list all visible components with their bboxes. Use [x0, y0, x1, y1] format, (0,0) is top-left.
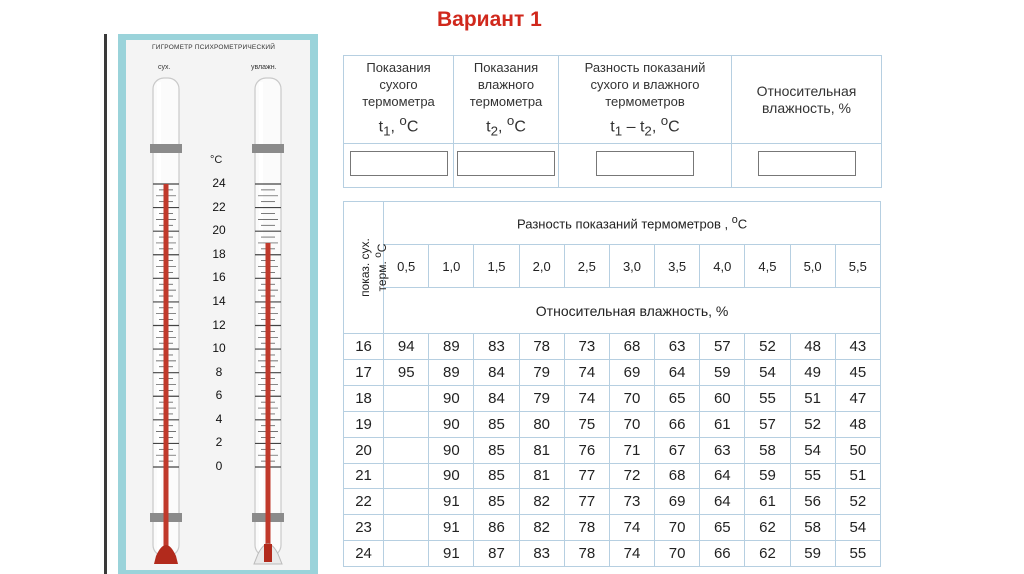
psychrometric-hygrometer: [118, 34, 318, 574]
humidity-cell: 74: [564, 385, 609, 411]
humidity-cell: 89: [429, 360, 474, 386]
wet-thermometer-header-text: Показания влажного термометра: [469, 60, 543, 110]
left-divider: [104, 34, 107, 574]
humidity-cell: 66: [655, 411, 700, 437]
humidity-cell: 89: [429, 334, 474, 360]
scale-unit: °C: [210, 154, 223, 166]
humidity-header: Относительная влажность, %: [384, 288, 881, 334]
humidity-cell: 64: [655, 360, 700, 386]
humidity-cell: [384, 515, 429, 541]
humidity-cell: 52: [745, 334, 790, 360]
humidity-cell: 62: [745, 515, 790, 541]
humidity-cell: 85: [474, 463, 519, 489]
humidity-cell: 43: [835, 334, 880, 360]
humidity-cell: 55: [745, 385, 790, 411]
table-row: [344, 437, 881, 463]
humidity-cell: 74: [609, 515, 654, 541]
humidity-cell: 90: [429, 411, 474, 437]
scale-number: 12: [212, 317, 226, 332]
humidity-cell: 77: [564, 463, 609, 489]
humidity-cell: 94: [384, 334, 429, 360]
humidity-cell: 78: [519, 334, 564, 360]
difference-value: 5,0: [790, 245, 835, 288]
table-row: [344, 411, 881, 437]
scale-number: 2: [215, 435, 223, 450]
scale-number: 18: [212, 246, 226, 261]
dry-mercury-column: [164, 184, 169, 559]
humidity-cell: 74: [564, 360, 609, 386]
humidity-cell: 83: [519, 541, 564, 567]
humidity-cell: 52: [835, 489, 880, 515]
dry-temperature-cell: 17: [344, 360, 384, 386]
dry-temperature-cell: 23: [344, 515, 384, 541]
humidity-cell: 91: [429, 541, 474, 567]
humidity-cell: 70: [655, 515, 700, 541]
humidity-cell: 78: [564, 515, 609, 541]
relative-humidity-table: [343, 201, 881, 567]
humidity-cell: 59: [745, 463, 790, 489]
table-row: [344, 463, 881, 489]
table-row: [344, 489, 881, 515]
relative-humidity-input[interactable]: [758, 151, 856, 176]
humidity-cell: 54: [790, 437, 835, 463]
humidity-cell: 90: [429, 385, 474, 411]
humidity-cell: 63: [700, 437, 745, 463]
dry-temperature-cell: 24: [344, 541, 384, 567]
humidity-cell: [384, 437, 429, 463]
difference-value: 5,5: [835, 245, 880, 288]
humidity-cell: 57: [700, 334, 745, 360]
t2-symbol: $t_2$, $^o$C: [486, 113, 526, 139]
measurement-input-table: [343, 55, 882, 188]
humidity-cell: 64: [700, 489, 745, 515]
wet-temperature-input[interactable]: [457, 151, 555, 176]
difference-symbol: $t_1 - t_2$, $^o$C: [610, 113, 680, 139]
scale-number: 0: [215, 459, 223, 473]
humidity-cell: 54: [745, 360, 790, 386]
humidity-cell: 90: [429, 463, 474, 489]
humidity-cell: [384, 411, 429, 437]
humidity-cell: 47: [835, 385, 880, 411]
humidity-cell: [384, 385, 429, 411]
humidity-cell: 64: [700, 463, 745, 489]
humidity-cell: 57: [745, 411, 790, 437]
scale-number: 10: [212, 341, 226, 356]
humidity-cell: 56: [790, 489, 835, 515]
humidity-cell: 81: [519, 437, 564, 463]
humidity-cell: 74: [609, 541, 654, 567]
humidity-cell: [384, 463, 429, 489]
humidity-cell: 50: [835, 437, 880, 463]
humidity-cell: 48: [835, 411, 880, 437]
corner-header-text: показ. сух. терм. $^o$C: [357, 237, 389, 297]
humidity-cell: 90: [429, 437, 474, 463]
difference-values-row: [344, 245, 881, 288]
dry-temperature-cell: 19: [344, 411, 384, 437]
humidity-cell: 59: [700, 360, 745, 386]
humidity-cell: 70: [609, 385, 654, 411]
humidity-cell: 76: [564, 437, 609, 463]
difference-value: 3,0: [609, 245, 654, 288]
wet-thermometer-header: [454, 56, 559, 144]
humidity-cell: 81: [519, 463, 564, 489]
humidity-cell: 70: [655, 541, 700, 567]
table-row: [344, 360, 881, 386]
humidity-cell: 70: [609, 411, 654, 437]
humidity-cell: 73: [564, 334, 609, 360]
dry-thermometer-header: [344, 56, 454, 144]
dry-top-clamp: [150, 144, 182, 153]
dry-temperature-cell: 20: [344, 437, 384, 463]
table-row: [344, 334, 881, 360]
humidity-cell: 58: [745, 437, 790, 463]
difference-header-text: Разность показаний сухого и влажного термометров: [584, 60, 706, 110]
humidity-cell: 66: [700, 541, 745, 567]
humidity-cell: [384, 489, 429, 515]
humidity-cell: 79: [519, 385, 564, 411]
humidity-cell: 80: [519, 411, 564, 437]
difference-header: Разность показаний термометров , $^o$C: [384, 202, 881, 245]
humidity-cell: 84: [474, 385, 519, 411]
humidity-cell: 85: [474, 489, 519, 515]
humidity-cell: 52: [790, 411, 835, 437]
humidity-cell: 51: [835, 463, 880, 489]
wet-thermometer-label: увлажн.: [251, 64, 277, 71]
wet-bulb: [264, 544, 272, 562]
humidity-cell: 72: [609, 463, 654, 489]
humidity-cell: 51: [790, 385, 835, 411]
table-row: [344, 385, 881, 411]
difference-value: 4,5: [745, 245, 790, 288]
humidity-cell: 48: [790, 334, 835, 360]
difference-header: [559, 56, 732, 144]
difference-value: 2,0: [519, 245, 564, 288]
wet-top-clamp: [252, 144, 284, 153]
humidity-cell: 82: [519, 515, 564, 541]
input-row: [344, 144, 882, 188]
temperature-difference-input[interactable]: [596, 151, 694, 176]
scale-number: 20: [212, 223, 226, 238]
humidity-cell: 85: [474, 411, 519, 437]
dry-temperature-cell: 22: [344, 489, 384, 515]
difference-value: 2,5: [564, 245, 609, 288]
corner-header: [344, 202, 389, 334]
humidity-cell: 45: [835, 360, 880, 386]
difference-header-row: [344, 202, 881, 245]
humidity-cell: 85: [474, 437, 519, 463]
difference-value: 1,0: [429, 245, 474, 288]
humidity-cell: 75: [564, 411, 609, 437]
t1-symbol: $t_1$, $^o$C: [378, 113, 419, 139]
humidity-cell: 91: [429, 515, 474, 541]
scale-number: 24: [212, 176, 226, 190]
humidity-cell: 49: [790, 360, 835, 386]
scale-number: 6: [215, 388, 223, 403]
difference-value: 0,5: [384, 245, 429, 288]
humidity-cell: 73: [609, 489, 654, 515]
scale-number: 14: [212, 293, 226, 308]
humidity-cell: 95: [384, 360, 429, 386]
humidity-cell: 67: [655, 437, 700, 463]
scale-number: 16: [212, 270, 226, 285]
humidity-cell: 60: [700, 385, 745, 411]
humidity-table-body: [344, 334, 881, 567]
dry-temperature-cell: 16: [344, 334, 384, 360]
humidity-cell: 83: [474, 334, 519, 360]
difference-value: 3,5: [655, 245, 700, 288]
dry-thermometer-label: сух.: [158, 64, 171, 71]
humidity-cell: 71: [609, 437, 654, 463]
hygrometer-title: ГИГРОМЕТР ПСИХРОМЕТРИЧЕСКИЙ: [152, 44, 276, 51]
humidity-cell: 54: [835, 515, 880, 541]
humidity-cell: 65: [655, 385, 700, 411]
humidity-header-text: Относительная влажность, %: [756, 82, 857, 116]
humidity-cell: 62: [745, 541, 790, 567]
humidity-header-row: [344, 288, 881, 334]
humidity-cell: 61: [700, 411, 745, 437]
humidity-cell: 61: [745, 489, 790, 515]
scale-number: 8: [215, 364, 223, 379]
dry-temperature-input[interactable]: [350, 151, 448, 176]
humidity-cell: 69: [655, 489, 700, 515]
humidity-cell: 63: [655, 334, 700, 360]
humidity-cell: 65: [700, 515, 745, 541]
input-table-header-row: [344, 56, 882, 144]
humidity-cell: 82: [519, 489, 564, 515]
scale-number: 22: [212, 199, 226, 214]
humidity-cell: [384, 541, 429, 567]
dry-temperature-cell: 21: [344, 463, 384, 489]
humidity-cell: 79: [519, 360, 564, 386]
humidity-cell: 55: [835, 541, 880, 567]
humidity-cell: 84: [474, 360, 519, 386]
slide-title: Вариант 1: [437, 8, 542, 31]
humidity-cell: 91: [429, 489, 474, 515]
table-row: [344, 515, 881, 541]
humidity-cell: 87: [474, 541, 519, 567]
difference-value: 1,5: [474, 245, 519, 288]
humidity-cell: 68: [609, 334, 654, 360]
humidity-cell: 86: [474, 515, 519, 541]
humidity-header: [732, 56, 882, 144]
difference-value: 4,0: [700, 245, 745, 288]
humidity-cell: 69: [609, 360, 654, 386]
table-row: [344, 541, 881, 567]
humidity-cell: 78: [564, 541, 609, 567]
humidity-cell: 68: [655, 463, 700, 489]
scale-number: 4: [215, 411, 223, 426]
dry-temperature-cell: 18: [344, 385, 384, 411]
humidity-cell: 59: [790, 541, 835, 567]
dry-thermometer-header-text: Показания сухого термометра: [362, 60, 435, 110]
humidity-cell: 55: [790, 463, 835, 489]
humidity-cell: 58: [790, 515, 835, 541]
humidity-cell: 77: [564, 489, 609, 515]
wet-mercury-column: [266, 243, 271, 559]
